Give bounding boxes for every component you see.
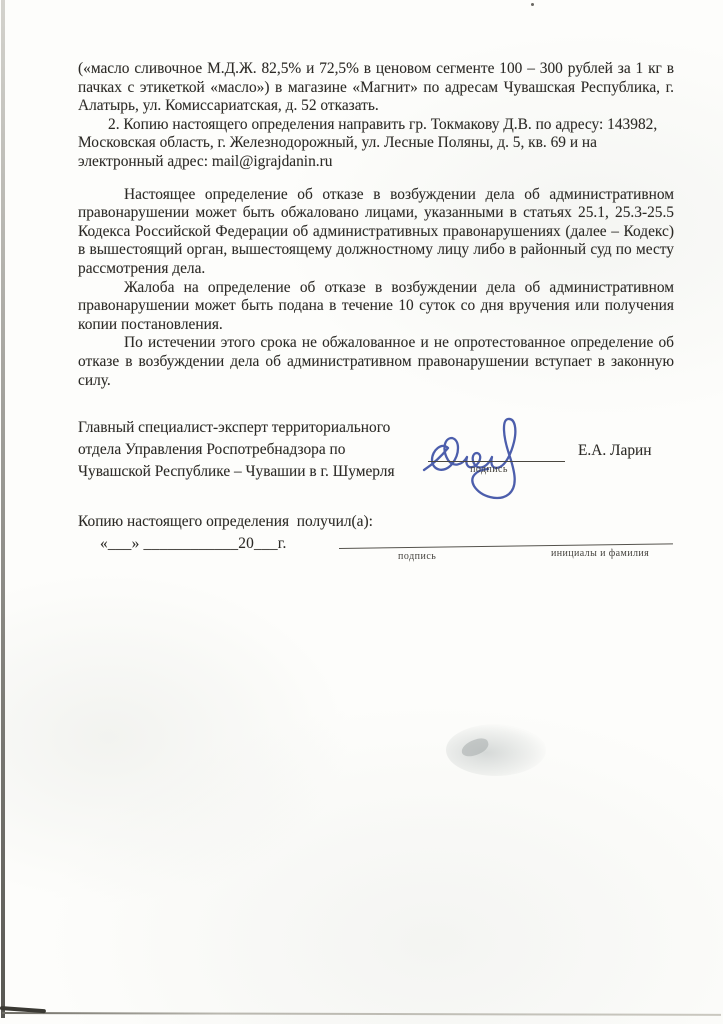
signer-title-line-2: отдела Управления Роспотребнадзора по (78, 440, 346, 458)
signer-title-line-1: Главный специалист-эксперт территориального (78, 419, 391, 436)
paragraph-resolution-continuation: («масло сливочное М.Д.Ж. 82,5% и 72,5% в ценовом сегменте 100 – 300 рублей за 1 кг в пачках с этикеткой «масло») в магазине «Магнит» по адресам Чувашская Республика, г. Алатырь, ул. Комиссариатская, д. 52 отказать. (78, 60, 674, 115)
scan-edge-left (1, 0, 5, 1018)
receipt-signature-caption: подпись (398, 551, 437, 562)
paragraph-appeal-rights: Настоящее определение об отказе в возбуждении дела об административном правонарушении может быть обжаловано лицами, указанными в статьях 25.1, 25.3-25.5 Кодекса Российской Федерации об административных правонарушениях (далее – Кодекс) в вышестоящий орган, вышестоящему должностному лицу либо в районный суд по месту рассмотрения дела. (78, 185, 674, 277)
scan-edge-bottom (2, 1012, 721, 1016)
signature-line (428, 461, 565, 462)
receipt-name-caption: инициалы и фамилия (551, 548, 650, 559)
signature-caption: подпись (470, 464, 508, 475)
signer-title-line-3: Чувашской Республике – Чувашии в г. Шумерля (78, 462, 395, 480)
paragraph-appeal-deadline: Жалоба на определение об отказе в возбуждении дела об административном правонарушении может быть подана в течение 10 суток со дня вручения или получения копии постановления. (78, 278, 674, 333)
paragraph-legal-force: По истечении этого срока не обжалованное и не опротестованное определение об отказе в возбуждении дела об административном правонарушении вступает в законную силу. (78, 334, 674, 389)
paragraph-copy-dispatch: 2. Копию настоящего определения направить гр. Токмакову Д.В. по адресу: 143982, Московская область, г. Железнодорожный, ул. Лесные Поляны, д. 5, кв. 69 и на электронный адрес: mail@igrajdanin.ru (78, 115, 658, 170)
scan-speck (531, 3, 534, 6)
handwritten-signature-icon (418, 412, 568, 507)
signer-name: Е.А. Ларин (578, 442, 652, 459)
document-body (78, 60, 674, 390)
receipt-heading: Копию настоящего определения получил(а): (78, 513, 373, 530)
receipt-date-blank: «___» ____________20___г. (100, 535, 287, 552)
signer-title (78, 417, 438, 482)
